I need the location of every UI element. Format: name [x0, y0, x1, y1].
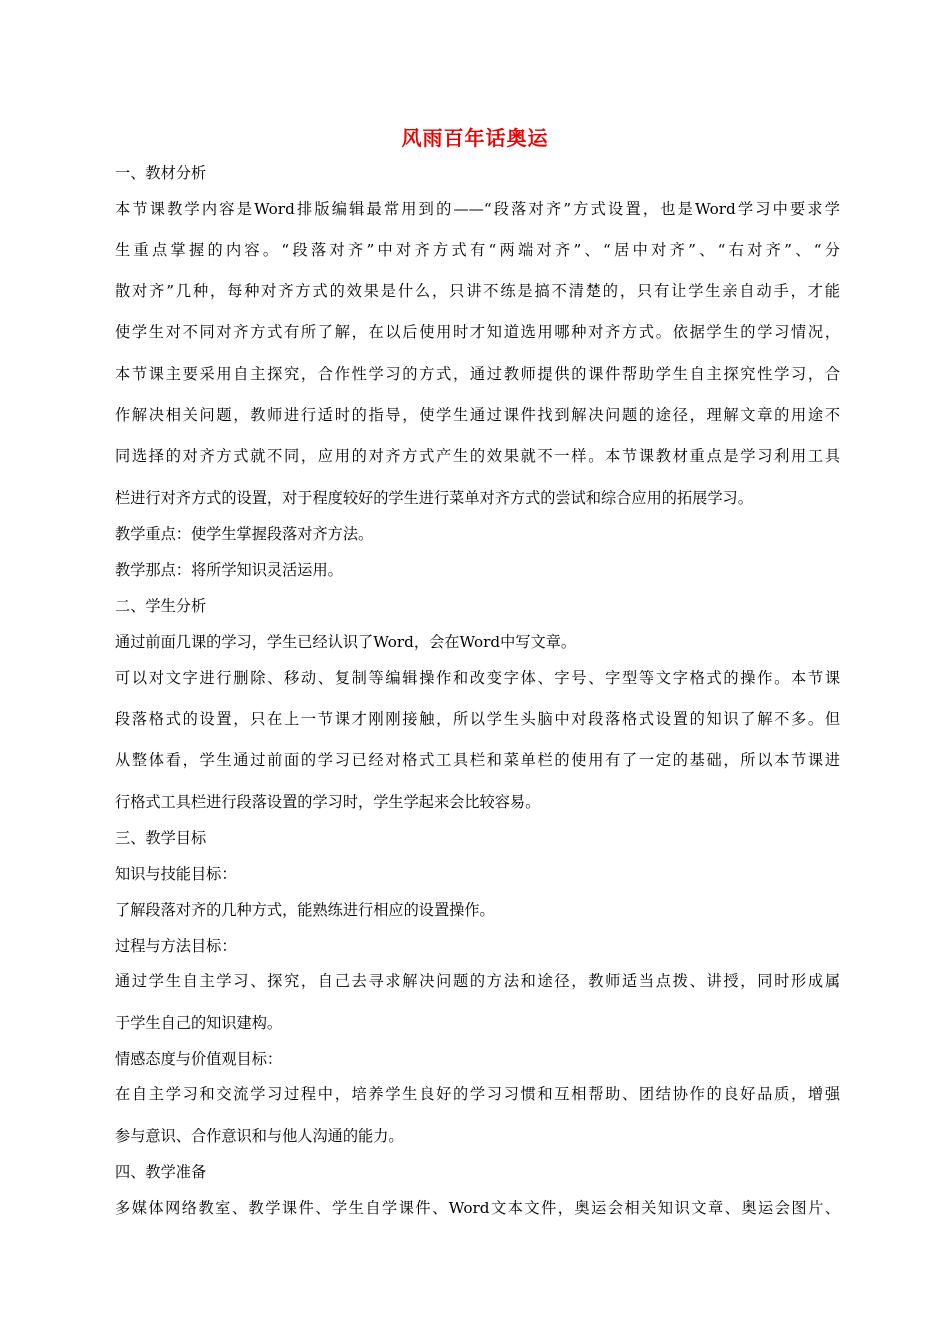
paragraph-line: 参与意识、合作意识和与他人沟通的能力。: [115, 1127, 404, 1145]
paragraph-line: 栏进行对齐方式的设置，对于程度较好的学生进行菜单对齐方式的尝试和综合应用的拓展学习。: [115, 489, 753, 507]
paragraph-line: 教学那点：将所学知识灵活运用。: [115, 561, 343, 579]
paragraph-line: 作解决相关问题，教师进行适时的指导，使学生通过课件找到解决问题的途径，理解文章的用途不: [115, 406, 840, 424]
paragraph-line: 本节课教学内容是Word排版编辑最常用到的——“段落对齐”方式设置，也是Word学习中要求学: [115, 200, 840, 218]
section-heading: 三、教学目标: [115, 829, 207, 847]
paragraph-line: 行格式工具栏进行段落设置的学习时，学生学起来会比较容易。: [115, 793, 541, 811]
paragraph-line: 了解段落对齐的几种方式，能熟练进行相应的设置操作。: [115, 901, 495, 919]
paragraph-line: 多媒体网络教室、教学课件、学生自学课件、Word文本文件，奥运会相关知识文章、奥运会图片、: [115, 1199, 840, 1217]
subheading: 情感态度与价值观目标：: [115, 1050, 283, 1068]
paragraph-line: 于学生自己的知识建构。: [115, 1014, 283, 1032]
section-heading: 一、教材分析: [115, 164, 207, 182]
paragraph-line: 通过前面几课的学习，学生已经认识了Word，会在Word中写文章。: [115, 633, 577, 651]
document-title: 风雨百年话奥运: [401, 126, 549, 150]
paragraph-line: 本节课主要采用自主探究，合作性学习的方式，通过教师提供的课件帮助学生自主探究性学习，合: [115, 365, 840, 383]
paragraph-line: 生重点掌握的内容。“段落对齐”中对齐方式有“两端对齐”、“居中对齐”、“右对齐”、“分: [115, 241, 840, 259]
paragraph-line: 同选择的对齐方式就不同，应用的对齐方式产生的效果就不一样。本节课教材重点是学习利用工具: [115, 447, 840, 465]
paragraph-line: 从整体看，学生通过前面的学习已经对格式工具栏和菜单栏的使用有了一定的基础，所以本节课进: [115, 751, 840, 769]
paragraph-line: 散对齐”几种，每种对齐方式的效果是什么，只讲不练是搞不清楚的，只有让学生亲自动手，才能: [115, 282, 840, 300]
subheading: 知识与技能目标：: [115, 865, 237, 883]
paragraph-line: 使学生对不同对齐方式有所了解，在以后使用时才知道选用哪种对齐方式。依据学生的学习情况，: [115, 323, 840, 341]
paragraph-line: 教学重点：使学生掌握段落对齐方法。: [115, 525, 374, 543]
subheading: 过程与方法目标：: [115, 937, 237, 955]
paragraph-line: 段落格式的设置，只在上一节课才刚刚接触，所以学生头脑中对段落格式设置的知识了解不多。但: [115, 710, 840, 728]
section-heading: 四、教学准备: [115, 1163, 207, 1181]
paragraph-line: 通过学生自主学习、探究，自己去寻求解决问题的方法和途径，教师适当点拨、讲授，同时形成属: [115, 972, 840, 990]
paragraph-line: 在自主学习和交流学习过程中，培养学生良好的学习习惯和互相帮助、团结协作的良好品质，增强: [115, 1085, 840, 1103]
section-heading: 二、学生分析: [115, 597, 207, 615]
paragraph-line: 可以对文字进行删除、移动、复制等编辑操作和改变字体、字号、字型等文字格式的操作。本节课: [115, 669, 840, 687]
